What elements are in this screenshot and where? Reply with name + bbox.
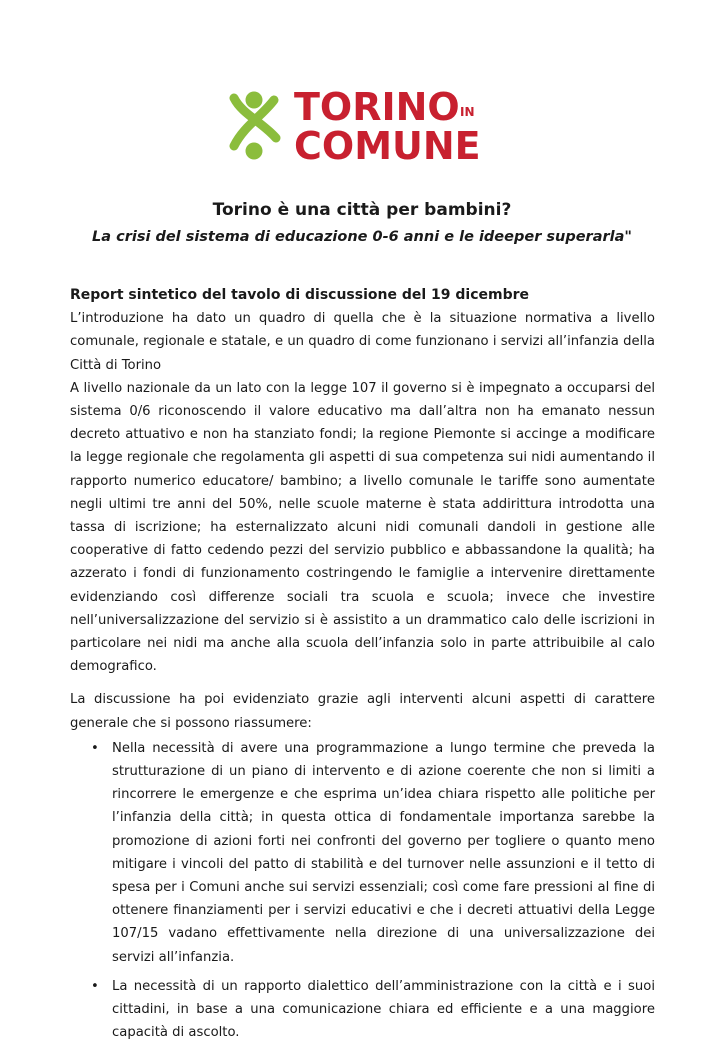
logo-small-in: IN	[460, 105, 475, 119]
bullet-list	[70, 737, 655, 1045]
paragraph-national: A livello nazionale da un lato con la legge 107 il governo si è impegnato a occuparsi del sistema 0/6 riconoscendo il valore educativo ma dall’altra non ha emanato nessun decreto attuativo e non ha stanziato fondi; la regione Piemonte si accinge a modificare la legge regionale che regolamenta gli aspetti di sua competenza sui nidi aumentando il rapporto numerico educatore/ bambino; a livello comunale le tariffe sono aumentate negli ultimi tre anni del 50%, nelle scuole materne è stata addirittura introdotta una tassa di iscrizione; ha esternalizzato alcuni nidi comunali dandoli in gestione alle cooperative di fatto cedendo pezzi del servizio pubblico e abbassandone la qualità; ha azzerato i fondi di funzionamento costringendo le famiglie a intervenire direttamente evidenziando così differenze sociali tra scuola e scuola; invece che investire nell’universalizzazione del servizio si è assistito a un drammatico calo delle iscrizioni in particolare nei nidi ma anche alla scuola dell’infanzia solo in parte attribuibile al calo demografico.	[70, 380, 655, 675]
paragraph-discussion: La discussione ha poi evidenziato grazie agli interventi alcuni aspetti di carattere generale che si possono riassumere:	[70, 692, 655, 731]
page-subtitle: La crisi del sistema di educazione 0-6 anni e le ideeper superarla"	[92, 229, 632, 245]
report-heading: Report sintetico del tavolo di discussione del 19 dicembre	[70, 287, 530, 303]
logo-line-comune: COMUNE	[294, 124, 481, 166]
list-item: • La necessità di un rapporto dialettico dell’amministrazione con la città e i suoi cittadini, in base a una comunicazione chiara ed efficiente e a una maggiore capacità di ascolto.	[112, 975, 655, 1045]
logo-mark-icon	[234, 92, 276, 160]
page-title: Torino è una città per bambini?	[212, 200, 512, 220]
report-body	[70, 284, 655, 1051]
list-item: • Nella necessità di avere una programmazione a lungo termine che preveda la strutturazione di un piano di intervento e di azione coerente che non si limiti a rincorrere le emergenze e che esprima un’idea chiara rispetto alle politiche per l’infanzia della città; in questa ottica di fondamentale importanza sarebbe la promozione di azioni forti nei confronti del governo per togliere o quanto meno mitigare i vincoli del patto di stabilità e del turnover nelle assunzioni e il tetto di spesa per i Comuni anche sui servizi essenziali; così come fare pressioni al fine di ottenere finanziamenti per i servizi educativi e che i decreti attuativi della Legge 107/15 vadano effettivamente nella direzione di una universalizzazione dei servizi all’infanzia.	[112, 737, 655, 969]
paragraph-intro: L’introduzione ha dato un quadro di quella che è la situazione normativa a livello comunale, regionale e statale, e un quadro di come funzionano i servizi all’infanzia della Città di Torino	[70, 311, 655, 373]
logo-line-torino: TORINO	[294, 85, 460, 129]
torino-in-comune-logo	[218, 80, 508, 166]
